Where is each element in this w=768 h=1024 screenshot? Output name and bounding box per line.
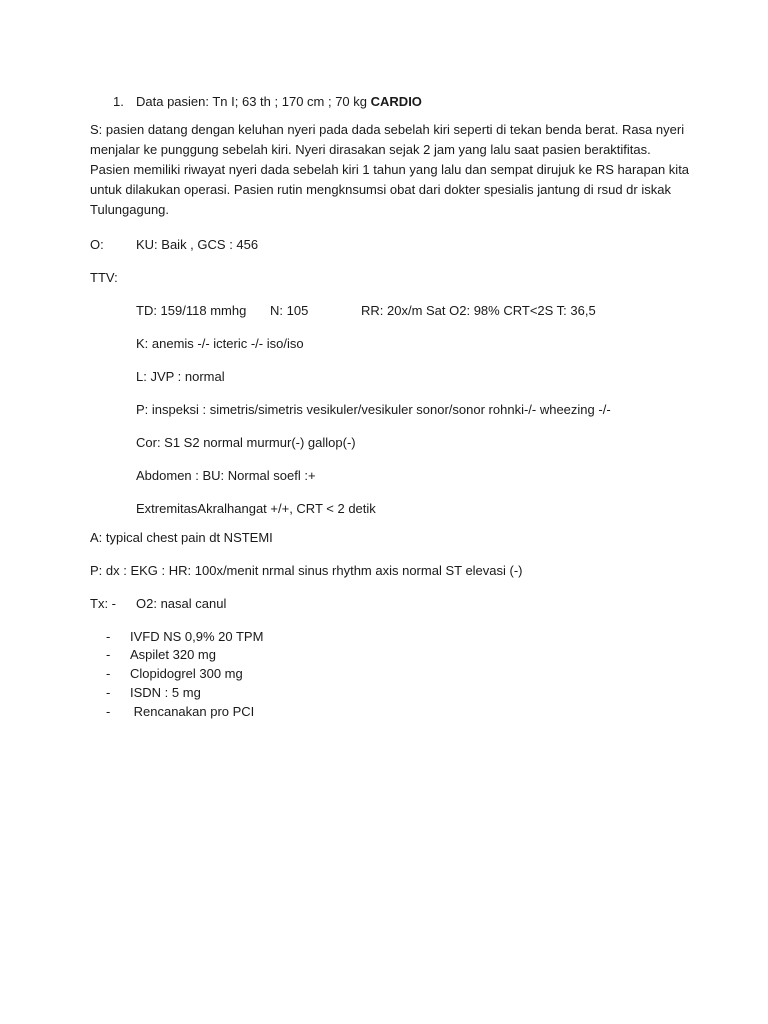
k-text: K: anemis -/- icteric -/- iso/iso — [136, 336, 304, 351]
patient-tag: CARDIO — [370, 94, 422, 109]
cor-text: Cor: S1 S2 normal murmur(-) gallop(-) — [136, 435, 356, 450]
ttv-label: TTV: — [90, 270, 118, 285]
tx-dash: - — [106, 704, 111, 719]
tx-dash: - — [106, 647, 111, 662]
n-text: N: 105 — [270, 303, 309, 318]
p-text: P: inspeksi : simetris/simetris vesikuler/vesikuler sonor/sonor rohnki-/- wheezing -/- — [136, 402, 611, 417]
tx-item: IVFD NS 0,9% 20 TPM — [130, 629, 264, 644]
extremitas-text: ExtremitasAkralhangat +/+, CRT < 2 detik — [136, 501, 376, 516]
subjective-paragraph: S: pasien datang dengan keluhan nyeri pada dada sebelah kiri seperti di tekan benda berat. Rasa nyeri menjalar ke punggung sebelah kiri. Nyeri dirasakan sejak 2 jam yang lalu saat pasien beraktifitas. Pasien memiliki riwayat nyeri dada sebelah kiri 1 tahun yang lalu dan sempat dirujuk ke RS harapan kita untuk dilakukan operasi. Pasien rutin mengknsumsi obat dari dokter spesialis jantung di rsud dr iskak Tulungagung. — [90, 122, 690, 217]
tx-item: Clopidogrel 300 mg — [130, 666, 243, 681]
abdomen-text: Abdomen : BU: Normal soefl :+ — [136, 468, 316, 483]
ku-text: KU: Baik , GCS : 456 — [136, 237, 259, 252]
assessment-text: A: typical chest pain dt NSTEMI — [90, 530, 273, 545]
patient-data-text: Data pasien: Tn I; 63 th ; 170 cm ; 70 kg — [136, 94, 368, 109]
plan-text: P: dx : EKG : HR: 100x/menit nrmal sinus rhythm axis normal ST elevasi (-) — [90, 563, 523, 578]
tx-dash: - — [106, 685, 111, 700]
objective-label: O: — [90, 237, 104, 252]
tx-label: Tx: - — [90, 596, 116, 611]
tx-first: O2: nasal canul — [136, 596, 227, 611]
l-text: L: JVP : normal — [136, 369, 225, 384]
tx-item: ISDN : 5 mg — [130, 685, 201, 700]
tx-dash: - — [106, 629, 111, 644]
td-text: TD: 159/118 mmhg — [136, 303, 247, 318]
tx-dash: - — [106, 666, 111, 681]
rr-text: RR: 20x/m Sat O2: 98% CRT<2S T: 36,5 — [361, 303, 596, 318]
patient-data — [136, 92, 422, 112]
tx-item: Aspilet 320 mg — [130, 647, 216, 662]
tx-item: Rencanakan pro PCI — [130, 704, 255, 719]
list-number: 1. — [113, 94, 124, 109]
